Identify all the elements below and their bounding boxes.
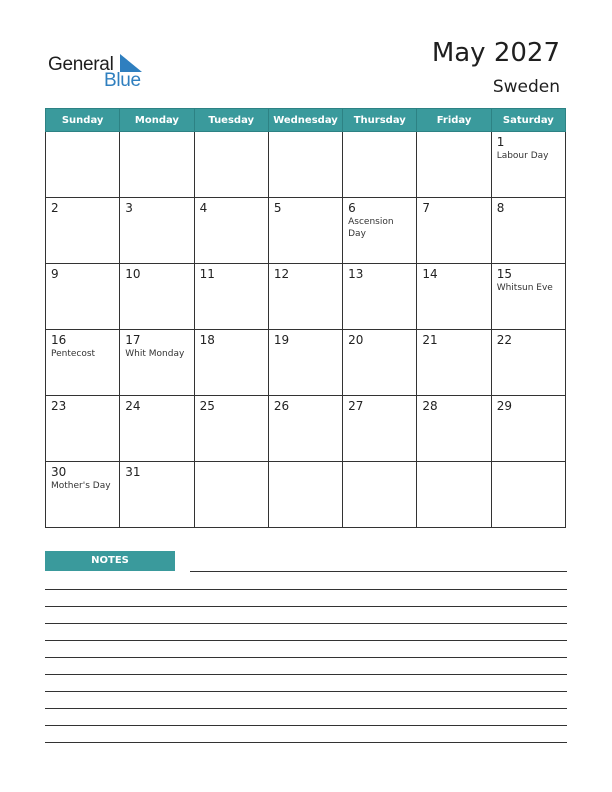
note-line [45,725,567,726]
day-cell [268,330,342,396]
day-number: 1 [496,135,505,149]
day-number: 29 [496,399,512,413]
day-number: 13 [348,267,364,281]
week-row [46,198,566,264]
day-number: 7 [422,201,431,215]
day-cell [46,396,120,462]
month-year-title: May 2027 [431,38,560,68]
day-number: 26 [273,399,290,413]
day-number: 28 [422,399,438,413]
day-cell [343,198,417,264]
day-number: 14 [422,267,438,281]
day-cell [46,462,120,528]
day-number: 5 [273,201,282,215]
day-cell [343,132,417,198]
week-row [46,330,566,396]
note-line [45,691,567,692]
calendar-grid [45,108,566,528]
day-number: 10 [125,267,141,281]
day-number: 9 [51,267,59,281]
day-number: 15 [496,267,512,281]
day-cell [417,396,491,462]
day-cell [268,462,342,528]
holiday-label: Whit Monday [125,349,185,359]
generalblue-logo [48,52,148,92]
day-cell [491,462,565,528]
day-cell [46,330,120,396]
day-number: 25 [199,399,215,413]
note-line [45,708,567,709]
day-cell [491,198,565,264]
day-cell [417,462,491,528]
day-cell [417,330,491,396]
day-cell [491,396,565,462]
day-number: 23 [51,399,67,413]
day-cell [120,396,194,462]
weekday-header: Wednesday [268,109,342,132]
note-line [45,657,567,658]
day-number: 19 [273,333,290,347]
day-cell [46,264,120,330]
logo-text-blue: Blue [104,70,141,91]
weekday-header: Saturday [491,109,565,132]
day-cell [194,264,268,330]
week-row [46,396,566,462]
day-cell [120,264,194,330]
day-number: 12 [273,267,290,281]
week-row [46,132,566,198]
day-cell [491,132,565,198]
note-line [45,640,567,641]
day-cell [194,330,268,396]
day-cell [417,198,491,264]
day-cell [194,462,268,528]
day-number: 21 [422,333,438,347]
day-cell [268,198,342,264]
day-cell [120,198,194,264]
weekday-header: Sunday [46,109,120,132]
day-cell [194,198,268,264]
day-number: 17 [125,333,141,347]
day-cell [491,330,565,396]
day-cell [343,264,417,330]
holiday-label: Mother's Day [51,481,111,491]
week-row [46,462,566,528]
note-line [190,571,567,572]
day-number: 8 [496,201,505,215]
day-number: 16 [51,333,67,347]
logo-text-general: General [48,54,114,75]
day-number: 30 [51,465,67,479]
day-cell [120,462,194,528]
day-number: 3 [125,201,133,215]
day-number: 31 [125,465,141,479]
day-number: 2 [51,201,59,215]
day-cell [417,264,491,330]
notes-label: NOTES [45,551,175,571]
holiday-label: Labour Day [496,151,549,161]
note-line [45,623,567,624]
holiday-label: Whitsun Eve [496,283,553,293]
weekday-header: Monday [120,109,194,132]
day-number: 22 [496,333,512,347]
day-cell [417,132,491,198]
day-number: 24 [125,399,141,413]
holiday-label: Ascension Day [348,217,394,239]
day-number: 11 [199,267,215,281]
day-number: 4 [199,201,208,215]
day-cell [194,396,268,462]
day-cell [343,462,417,528]
note-line [45,589,567,590]
day-number: 6 [348,201,356,215]
day-number: 27 [348,399,364,413]
day-cell [343,330,417,396]
day-number: 20 [348,333,364,347]
day-cell [268,132,342,198]
country-name: Sweden [492,77,560,97]
note-line [45,674,567,675]
weekday-header: Tuesday [194,109,268,132]
day-number: 18 [199,333,215,347]
weekday-header-row [46,109,566,132]
day-cell [268,396,342,462]
day-cell [268,264,342,330]
day-cell [46,198,120,264]
day-cell [120,330,194,396]
holiday-label: Pentecost [51,349,96,359]
day-cell [343,396,417,462]
day-cell [194,132,268,198]
weekday-header: Thursday [343,109,417,132]
note-line [45,606,567,607]
note-line [45,742,567,743]
day-cell [120,132,194,198]
day-cell [491,264,565,330]
day-cell [46,132,120,198]
weekday-header: Friday [417,109,491,132]
week-row [46,264,566,330]
